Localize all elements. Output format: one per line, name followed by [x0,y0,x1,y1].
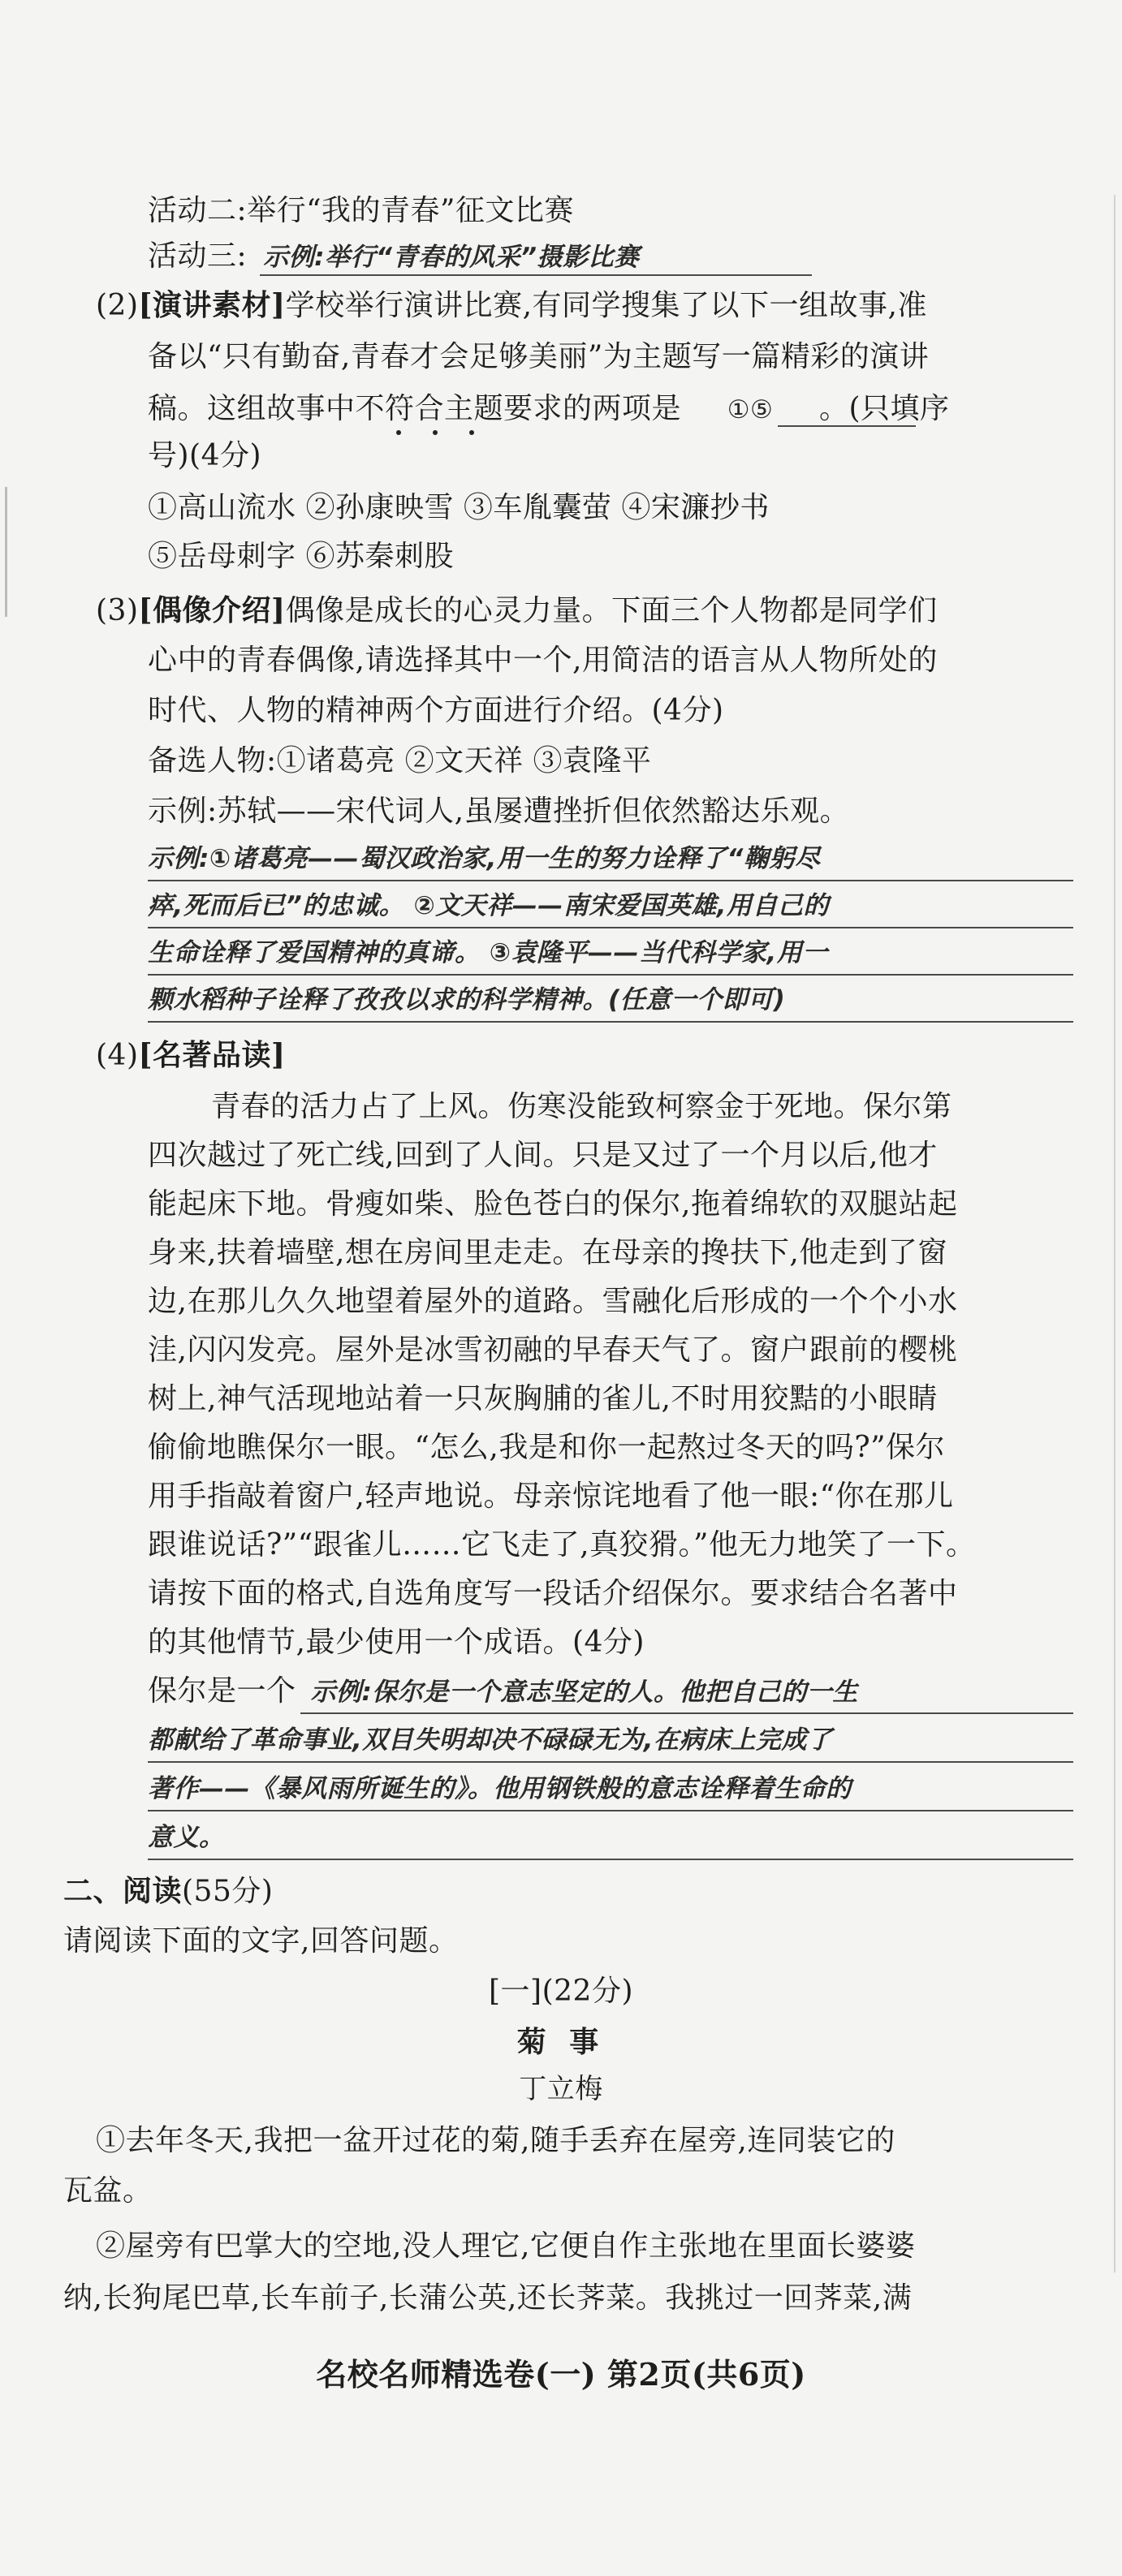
q3-answer-rule-1 [148,880,1073,881]
q4-line-1: (4)[名著品读] [96,1038,286,1072]
q2-options-row-1: ①高山流水 ②孙康映雪 ③车胤囊萤 ④宋濂抄书 [148,491,770,524]
q2-line-2: 备以“只有勤奋,青春才会足够美丽”为主题写一篇精彩的演讲 [148,340,930,373]
q2-line-3: 稿。这组故事中不符合主题要求的两项是 ①⑤ 。(只填序 [148,390,950,429]
q4-answer-rule-1 [300,1712,1073,1714]
activity-3-answer: 示例:举行“青春的风采”摄影比赛 [263,243,640,272]
q3-answer-line-4: 颗水稻种子诠释了孜孜以求的科学精神。(任意一个即可) [148,985,786,1014]
q2-tag: [演讲素材] [138,288,286,322]
q4-instruction-line: 的其他情节,最少使用一个成语。(4分) [148,1626,645,1659]
q4-answer-rule-3 [148,1810,1073,1811]
q3-line-1: (3)[偶像介绍]偶像是成长的心灵力量。下面三个人物都是同学们 [96,593,938,627]
q2-answer-line [778,425,916,427]
q3-candidates: 备选人物:①诸葛亮 ②文天祥 ③袁隆平 [148,744,652,778]
article-para-2-line-1: ②屋旁有巴掌大的空地,没人理它,它便自作主张地在里面长婆婆 [96,2229,916,2263]
emphasis-dot [469,430,474,435]
q4-answer-line-4: 意义。 [148,1823,225,1852]
q4-answer-line-3: 著作——《暴风雨所诞生的》。他用钢铁般的意志诠释着生命的 [148,1774,852,1803]
q2-options-row-2: ⑤岳母刺字 ⑥苏秦刺股 [148,540,454,573]
q3-answer-rule-2 [148,927,1073,928]
q4-passage-line: 能起床下地。骨瘦如柴、脸色苍白的保尔,拖着绵软的双腿站起 [148,1187,958,1221]
q3-answer-line-1: 示例:①诸葛亮——蜀汉政治家,用一生的努力诠释了“鞠躬尽 [148,844,821,873]
q3-answer-line-2: 瘁,死而后已”的忠诚。 ②文天祥——南宋爱国英雄,用自己的 [148,891,830,920]
q4-answer-rule-4 [148,1859,1073,1860]
section-2-instruction: 请阅读下面的文字,回答问题。 [63,1924,459,1958]
q4-passage-line: 跟谁说话?”“跟雀儿……它飞走了,真狡猾。”他无力地笑了一下。 [148,1528,976,1562]
q4-passage-line: 偷偷地瞧保尔一眼。“怎么,我是和你一起熬过冬天的吗?”保尔 [148,1431,946,1464]
q4-passage-line: 身来,扶着墙壁,想在房间里走走。在母亲的搀扶下,他走到了窗 [148,1236,947,1269]
part-heading: [一](22分) [489,1975,633,2008]
q4-passage-line: 树上,神气活现地站着一只灰胸脯的雀儿,不时用狡黠的小眼睛 [148,1382,938,1415]
q3-tag: [偶像介绍] [138,593,286,627]
q4-answer-prefix: 保尔是一个 [148,1674,296,1708]
q4-tag: [名著品读] [138,1038,286,1072]
activity-2: 活动二:举行“我的青春”征文比赛 [148,194,574,227]
q2-line-1: (2)[演讲素材]学校举行演讲比赛,有同学搜集了以下一组故事,准 [96,288,927,322]
q4-answer-line-2: 都献给了革命事业,双目失明却决不碌碌无为,在病床上完成了 [148,1725,833,1755]
q3-line-2: 心中的青春偶像,请选择其中一个,用简洁的语言从人物所处的 [148,644,938,677]
section-2-heading: 二、阅读(55分) [63,1874,274,1908]
article-title: 菊 事 [516,2025,606,2059]
article-para-1-line-2: 瓦盆。 [63,2174,153,2208]
article-para-2-line-2: 纳,长狗尾巴草,长车前子,长蒲公英,还长荠菜。我挑过一回荠菜,满 [63,2281,913,2315]
q4-instruction-line: 请按下面的格式,自选角度写一段话介绍保尔。要求结合名著中 [148,1577,958,1610]
q4-passage-line: 青春的活力占了上风。伤寒没能致柯察金于死地。保尔第 [211,1090,952,1123]
q2-answer: ①⑤ [727,395,774,424]
q3-answer-rule-3 [148,974,1073,976]
q4-answer-line-1: 保尔是一个 示例:保尔是一个意志坚定的人。他把自己的一生 [148,1674,858,1708]
activity-3 [148,237,639,277]
q4-passage-line: 洼,闪闪发亮。屋外是冰雪初融的早春天气了。窗户跟前的樱桃 [148,1333,958,1367]
q4-answer-rule-2 [148,1761,1073,1763]
emphasis-dot [433,430,438,435]
left-binding-mark [5,487,7,617]
q4-passage-line: 四次越过了死亡线,回到了人间。只是又过了一个月以后,他才 [148,1139,938,1172]
article-para-1-line-1: ①去年冬天,我把一盆开过花的菊,随手丢弃在屋旁,连同装它的 [96,2124,895,2157]
activity-3-label: 活动三: [148,239,248,273]
article-author: 丁立梅 [519,2073,603,2105]
activity-3-answer-line [260,274,812,276]
q3-answer-line-3: 生命诠释了爱国精神的真谛。 ③袁隆平——当代科学家,用一 [148,938,828,967]
q3-line-3: 时代、人物的精神两个方面进行介绍。(4分) [148,694,724,727]
q2-line-4: 号)(4分) [148,439,262,472]
emphasis-dot [396,430,401,435]
page-footer: 名校名师精选卷(一) 第2页(共6页) [316,2356,806,2393]
q3-answer-rule-4 [148,1021,1073,1023]
q4-passage-line: 用手指敲着窗户,轻声地说。母亲惊诧地看了他一眼:“你在那儿 [148,1480,954,1513]
right-binding-mark [1114,195,1116,2272]
q4-passage-line: 边,在那儿久久地望着屋外的道路。雪融化后形成的一个个小水 [148,1285,958,1318]
q3-example: 示例:苏轼——宋代词人,虽屡遭挫折但依然豁达乐观。 [148,795,850,828]
